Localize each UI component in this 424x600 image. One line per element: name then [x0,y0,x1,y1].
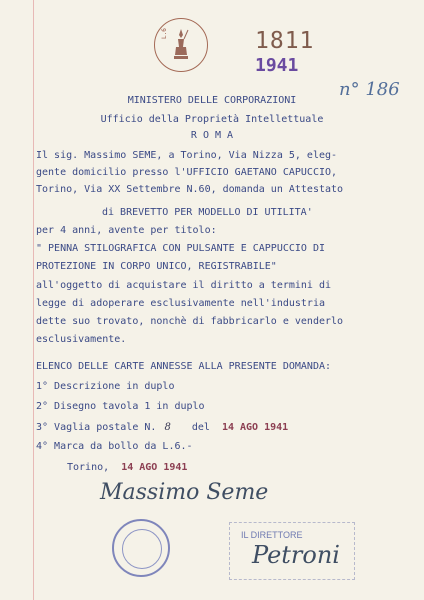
city-heading: R O M A [190,130,234,141]
applicant-signature: Massimo Seme [100,480,269,505]
place-label: Torino, [67,462,110,473]
attachment-item [36,422,288,433]
director-title: IL DIRETTORE [241,530,303,540]
official-circle-stamp [112,519,170,577]
body-line: di BREVETTO PER MODELLO DI UTILITA' [102,207,313,218]
director-signature: Petroni [252,541,340,569]
body-line: dette suo trovato, nonchè di fabbricarlo e venderlo [36,316,344,327]
body-line: gente domicilio presso l'UFFICIO GAETANO CAPUCCIO, [36,167,338,178]
revenue-seal [154,18,208,72]
handwritten-number: n° 186 [339,79,400,100]
registry-number: 1811 [255,28,315,54]
attachment-item: 2° Disegno tavola 1 in duplo [36,401,205,412]
handwritten-value: 8 [164,422,171,433]
attachments-heading: ELENCO DELLE CARTE ANNESSE ALLA PRESENTE DOMANDA: [36,361,332,372]
place-date-line [67,462,187,473]
ministry-heading: MINISTERO DELLE CORPORAZIONI [127,95,297,106]
body-line: esclusivamente. [36,334,127,345]
attachment-item-label: 3° Vaglia postale N. [36,422,157,433]
statue-icon [171,27,191,61]
body-line: Torino, Via XX Settembre N.60, domanda un Attestato [36,184,344,195]
body-line: all'oggetto di acquistare il diritto a termini di [36,280,332,291]
title-line: " PENNA STILOGRAFICA CON PULSANTE E CAPPUCCIO DI [36,243,325,254]
registry-year: 1941 [255,55,299,76]
office-heading: Ufficio della Proprietà Intellettuale [100,114,324,125]
seal-text: L.6 [161,28,168,39]
stamp-inner-circle [122,529,162,569]
place-date-stamp: 14 AGO 1941 [121,462,188,473]
left-margin-line [33,0,34,600]
attachment-item: 4° Marca da bollo da L.6.- [36,441,193,452]
body-line: per 4 anni, avente per titolo: [36,225,217,236]
title-line: PROTEZIONE IN CORPO UNICO, REGISTRABILE" [36,261,277,272]
attachment-item: 1° Descrizione in duplo [36,381,175,392]
body-line: Il sig. Massimo SEME, a Torino, Via Nizza 5, eleg- [36,150,338,161]
postal-stamp-date: 14 AGO 1941 [221,422,289,433]
date-prefix: del [191,422,210,433]
body-line: legge di adoperare esclusivamente nell'industria [36,298,325,309]
